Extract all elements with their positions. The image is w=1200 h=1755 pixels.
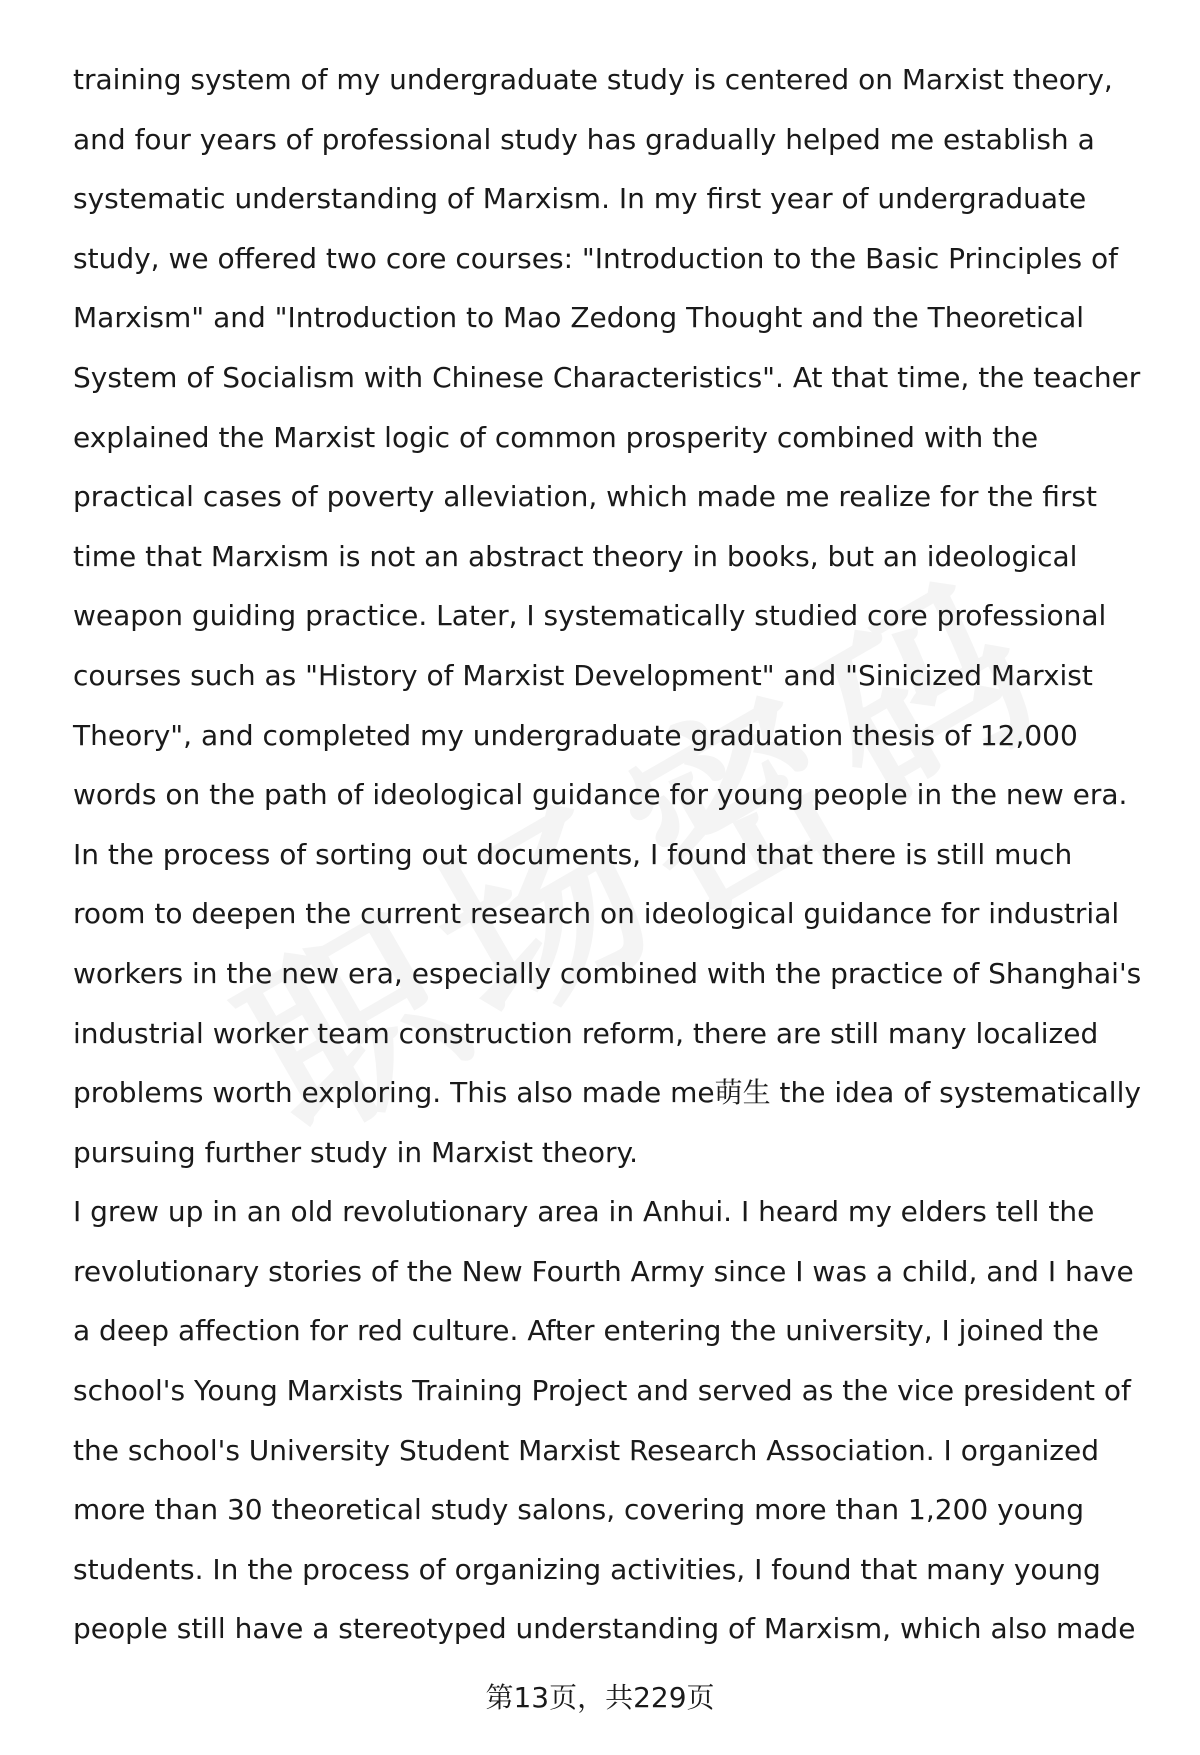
text-line: room to deepen the current research on ideological guidance for industrial: [73, 897, 1120, 931]
text-line: a deep affection for red culture. After entering the university, I joined the: [73, 1314, 1099, 1348]
text-line: pursuing further study in Marxist theory.: [73, 1135, 638, 1169]
text-line: study, we offered two core courses: "Introduction to the Basic Principles of: [73, 241, 1118, 275]
paragraph-1: [73, 50, 1173, 1182]
text-line: workers in the new era, especially combined with the practice of Shanghai's: [73, 956, 1142, 990]
text-line: people still have a stereotyped understanding of Marxism, which also made: [73, 1612, 1136, 1646]
text-line: more than 30 theoretical study salons, covering more than 1,200 young: [73, 1493, 1085, 1527]
text-line: training system of my undergraduate study is centered on Marxist theory,: [73, 63, 1113, 96]
text-line: systematic understanding of Marxism. In my first year of undergraduate: [73, 182, 1087, 216]
text-line: practical cases of poverty alleviation, which made me realize for the first: [73, 480, 1097, 514]
text-line: words on the path of ideological guidance for young people in the new era.: [73, 778, 1128, 812]
text-line: Theory", and completed my undergraduate graduation thesis of 12,000: [73, 718, 1078, 752]
text-line: and four years of professional study has gradually helped me establish a: [73, 122, 1095, 156]
text-line: Marxism" and "Introduction to Mao Zedong Thought and the Theoretical: [73, 301, 1085, 335]
text-line: I grew up in an old revolutionary area in Anhui. I heard my elders tell the: [73, 1195, 1095, 1229]
text-line: time that Marxism is not an abstract theory in books, but an ideological: [73, 539, 1078, 573]
text-line: industrial worker team construction reform, there are still many localized: [73, 1016, 1099, 1050]
text-line: System of Socialism with Chinese Characteristics". At that time, the teacher: [73, 360, 1141, 394]
text-line: explained the Marxist logic of common prosperity combined with the: [73, 420, 1039, 454]
page-number: 第13页，共229页: [485, 1681, 715, 1714]
text-line: students. In the process of organizing activities, I found that many young: [73, 1552, 1101, 1586]
text-line: courses such as "History of Marxist Development" and "Sinicized Marxist: [73, 658, 1093, 692]
text-line: In the process of sorting out documents, I found that there is still much: [73, 837, 1073, 871]
document-body: [73, 50, 1173, 1659]
text-line: the school's University Student Marxist Research Association. I organized: [73, 1433, 1099, 1467]
text-line: revolutionary stories of the New Fourth Army since I was a child, and I have: [73, 1254, 1134, 1288]
text-line: weapon guiding practice. Later, I systematically studied core professional: [73, 599, 1107, 633]
paragraph-2: [73, 1182, 1173, 1659]
text-line: problems worth exploring. This also made me萌生 the idea of systematically: [73, 1076, 1141, 1110]
text-line: school's Young Marxists Training Project and served as the vice president of: [73, 1374, 1131, 1408]
